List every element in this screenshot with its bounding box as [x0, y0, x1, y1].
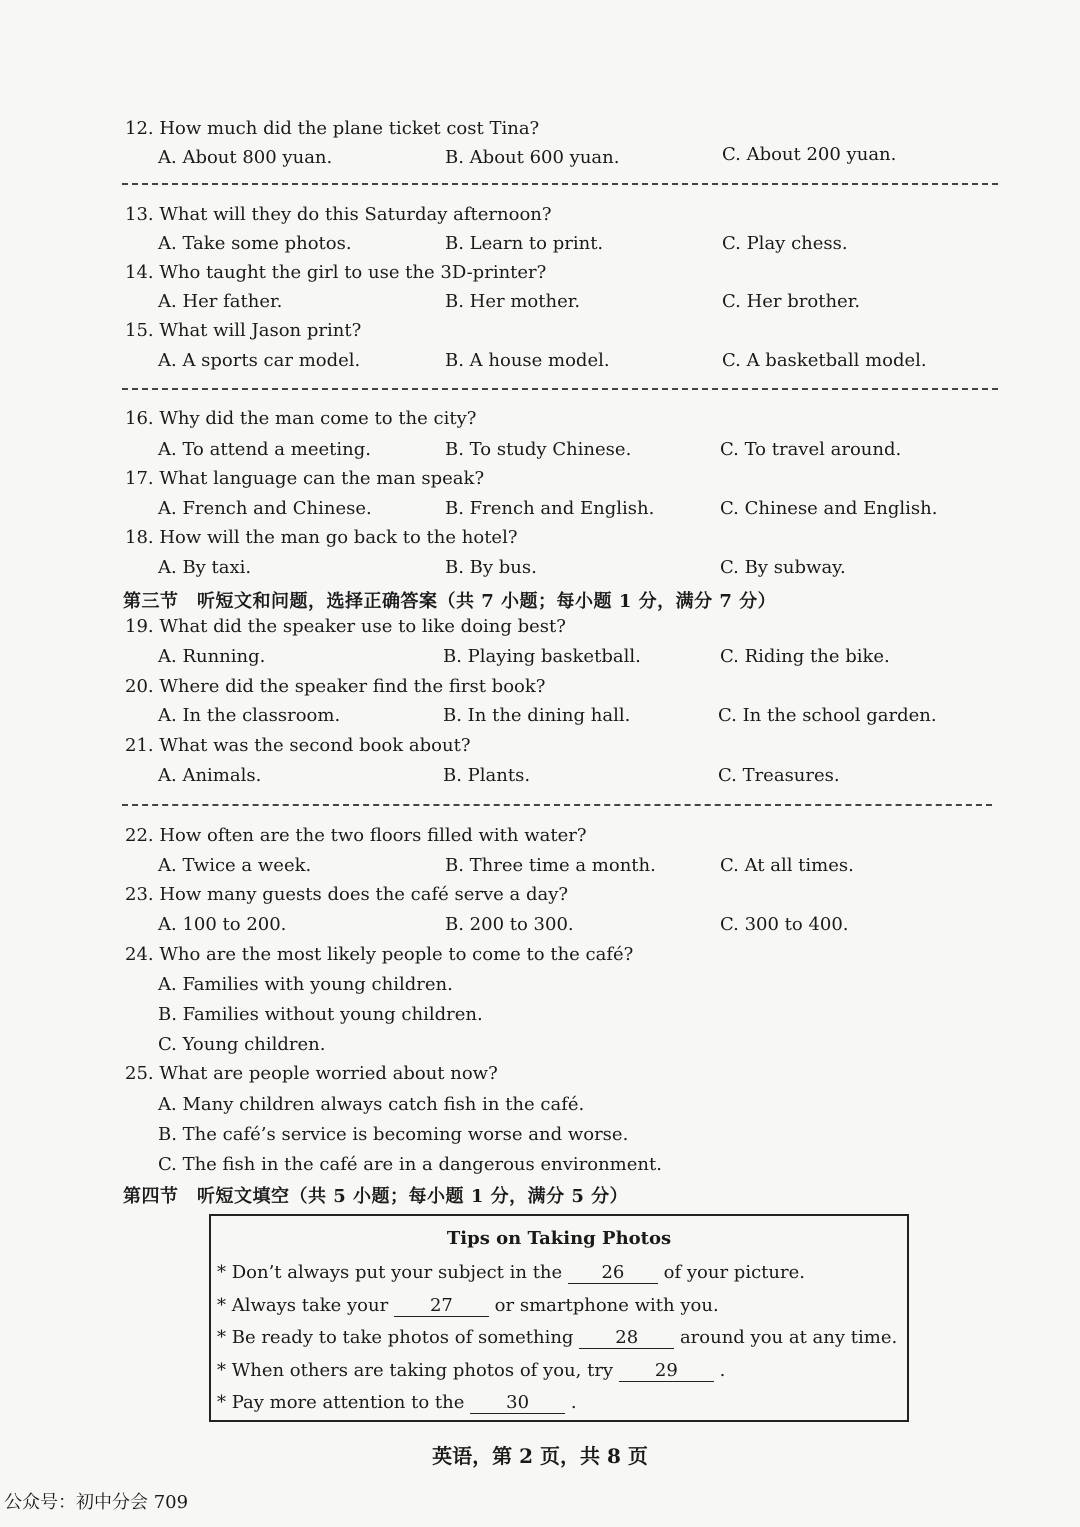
divider [122, 388, 998, 390]
q12-option-b: B. About 600 yuan. [445, 147, 620, 168]
q22-stem: 22. How often are the two floors filled with water? [125, 825, 587, 846]
q17-option-a: A. French and Chinese. [158, 498, 372, 519]
tip-2-tail: or smartphone with you. [494, 1295, 719, 1316]
q12-option-c: C. About 200 yuan. [722, 144, 897, 165]
q22-option-b: B. Three time a month. [445, 855, 656, 876]
q23-stem: 23. How many guests does the café serve a day? [125, 884, 569, 905]
q14-option-a: A. Her father. [158, 291, 283, 312]
q13-option-c: C. Play chess. [722, 233, 848, 254]
q25-option-a: A. Many children always catch fish in the café. [158, 1094, 585, 1115]
q18-stem: 18. How will the man go back to the hotel? [125, 527, 518, 548]
q22-option-c: C. At all times. [720, 855, 854, 876]
tip-4-tail: . [719, 1360, 726, 1381]
tip-1-text: * Don’t always put your subject in the [217, 1262, 563, 1283]
q20-stem: 20. Where did the speaker find the first book? [125, 676, 546, 697]
q12-stem: 12. How much did the plane ticket cost Tina? [125, 118, 540, 139]
q14-option-c: C. Her brother. [722, 291, 861, 312]
q16-option-c: C. To travel around. [720, 439, 902, 460]
blank-27[interactable]: 27 [394, 1296, 489, 1317]
section-4-heading: 第四节 听短文填空（共 5 小题；每小题 1 分，满分 5 分） [123, 1186, 629, 1207]
q25-stem: 25. What are people worried about now? [125, 1063, 498, 1084]
q19-option-a: A. Running. [158, 646, 266, 667]
tip-2-text: * Always take your [217, 1295, 389, 1316]
divider [122, 804, 992, 806]
q16-option-a: A. To attend a meeting. [158, 439, 371, 460]
q24-option-b: B. Families without young children. [158, 1004, 483, 1025]
tip-1 [217, 1262, 805, 1284]
q22-option-a: A. Twice a week. [158, 855, 312, 876]
tip-3-tail: around you at any time. [679, 1327, 898, 1348]
tip-4-text: * When others are taking photos of you, try [217, 1360, 614, 1381]
q13-option-b: B. Learn to print. [445, 233, 604, 254]
q21-option-a: A. Animals. [158, 765, 262, 786]
q24-option-c: C. Young children. [158, 1034, 326, 1055]
tips-title: Tips on Taking Photos [446, 1228, 672, 1249]
q18-option-b: B. By bus. [445, 557, 537, 578]
tip-5-text: * Pay more attention to the [217, 1392, 465, 1413]
q14-stem: 14. Who taught the girl to use the 3D-printer? [125, 262, 547, 283]
q17-option-c: C. Chinese and English. [720, 498, 938, 519]
tip-5 [217, 1392, 577, 1414]
q19-stem: 19. What did the speaker use to like doing best? [125, 616, 566, 637]
q17-stem: 17. What language can the man speak? [125, 468, 485, 489]
q23-option-c: C. 300 to 400. [720, 914, 849, 935]
q13-stem: 13. What will they do this Saturday afternoon? [125, 204, 552, 225]
q20-option-c: C. In the school garden. [718, 705, 937, 726]
q15-option-b: B. A house model. [445, 350, 610, 371]
tip-3 [217, 1327, 897, 1349]
q24-stem: 24. Who are the most likely people to come to the café? [125, 944, 634, 965]
page-footer: 英语，第 2 页，共 8 页 [432, 1444, 648, 1468]
q13-option-a: A. Take some photos. [158, 233, 352, 254]
q16-option-b: B. To study Chinese. [445, 439, 632, 460]
tips-box [209, 1214, 909, 1422]
blank-26[interactable]: 26 [568, 1263, 658, 1284]
q14-option-b: B. Her mother. [445, 291, 581, 312]
q19-option-c: C. Riding the bike. [720, 646, 890, 667]
tip-3-text: * Be ready to take photos of something [217, 1327, 574, 1348]
q23-option-a: A. 100 to 200. [158, 914, 287, 935]
watermark-text: 公众号：初中分会 709 [4, 1492, 189, 1513]
q18-option-c: C. By subway. [720, 557, 846, 578]
blank-29[interactable]: 29 [619, 1361, 714, 1382]
q25-option-b: B. The café’s service is becoming worse and worse. [158, 1124, 629, 1145]
tip-2 [217, 1295, 719, 1317]
q15-stem: 15. What will Jason print? [125, 320, 362, 341]
blank-30[interactable]: 30 [470, 1393, 565, 1414]
tip-5-tail: . [570, 1392, 577, 1413]
q21-option-b: B. Plants. [443, 765, 531, 786]
q24-option-a: A. Families with young children. [158, 974, 453, 995]
divider [122, 183, 998, 185]
section-3-heading: 第三节 听短文和问题，选择正确答案（共 7 小题；每小题 1 分，满分 7 分） [123, 591, 777, 612]
q21-stem: 21. What was the second book about? [125, 735, 471, 756]
tip-4 [217, 1360, 725, 1382]
q17-option-b: B. French and English. [445, 498, 655, 519]
q16-stem: 16. Why did the man come to the city? [125, 408, 477, 429]
q20-option-a: A. In the classroom. [158, 705, 341, 726]
tip-1-tail: of your picture. [663, 1262, 805, 1283]
q20-option-b: B. In the dining hall. [443, 705, 631, 726]
q12-option-a: A. About 800 yuan. [158, 147, 333, 168]
q25-option-c: C. The fish in the café are in a dangerous environment. [158, 1154, 662, 1175]
q18-option-a: A. By taxi. [158, 557, 252, 578]
q23-option-b: B. 200 to 300. [445, 914, 574, 935]
q21-option-c: C. Treasures. [718, 765, 840, 786]
q15-option-a: A. A sports car model. [158, 350, 361, 371]
blank-28[interactable]: 28 [579, 1328, 674, 1349]
q15-option-c: C. A basketball model. [722, 350, 927, 371]
q19-option-b: B. Playing basketball. [443, 646, 641, 667]
